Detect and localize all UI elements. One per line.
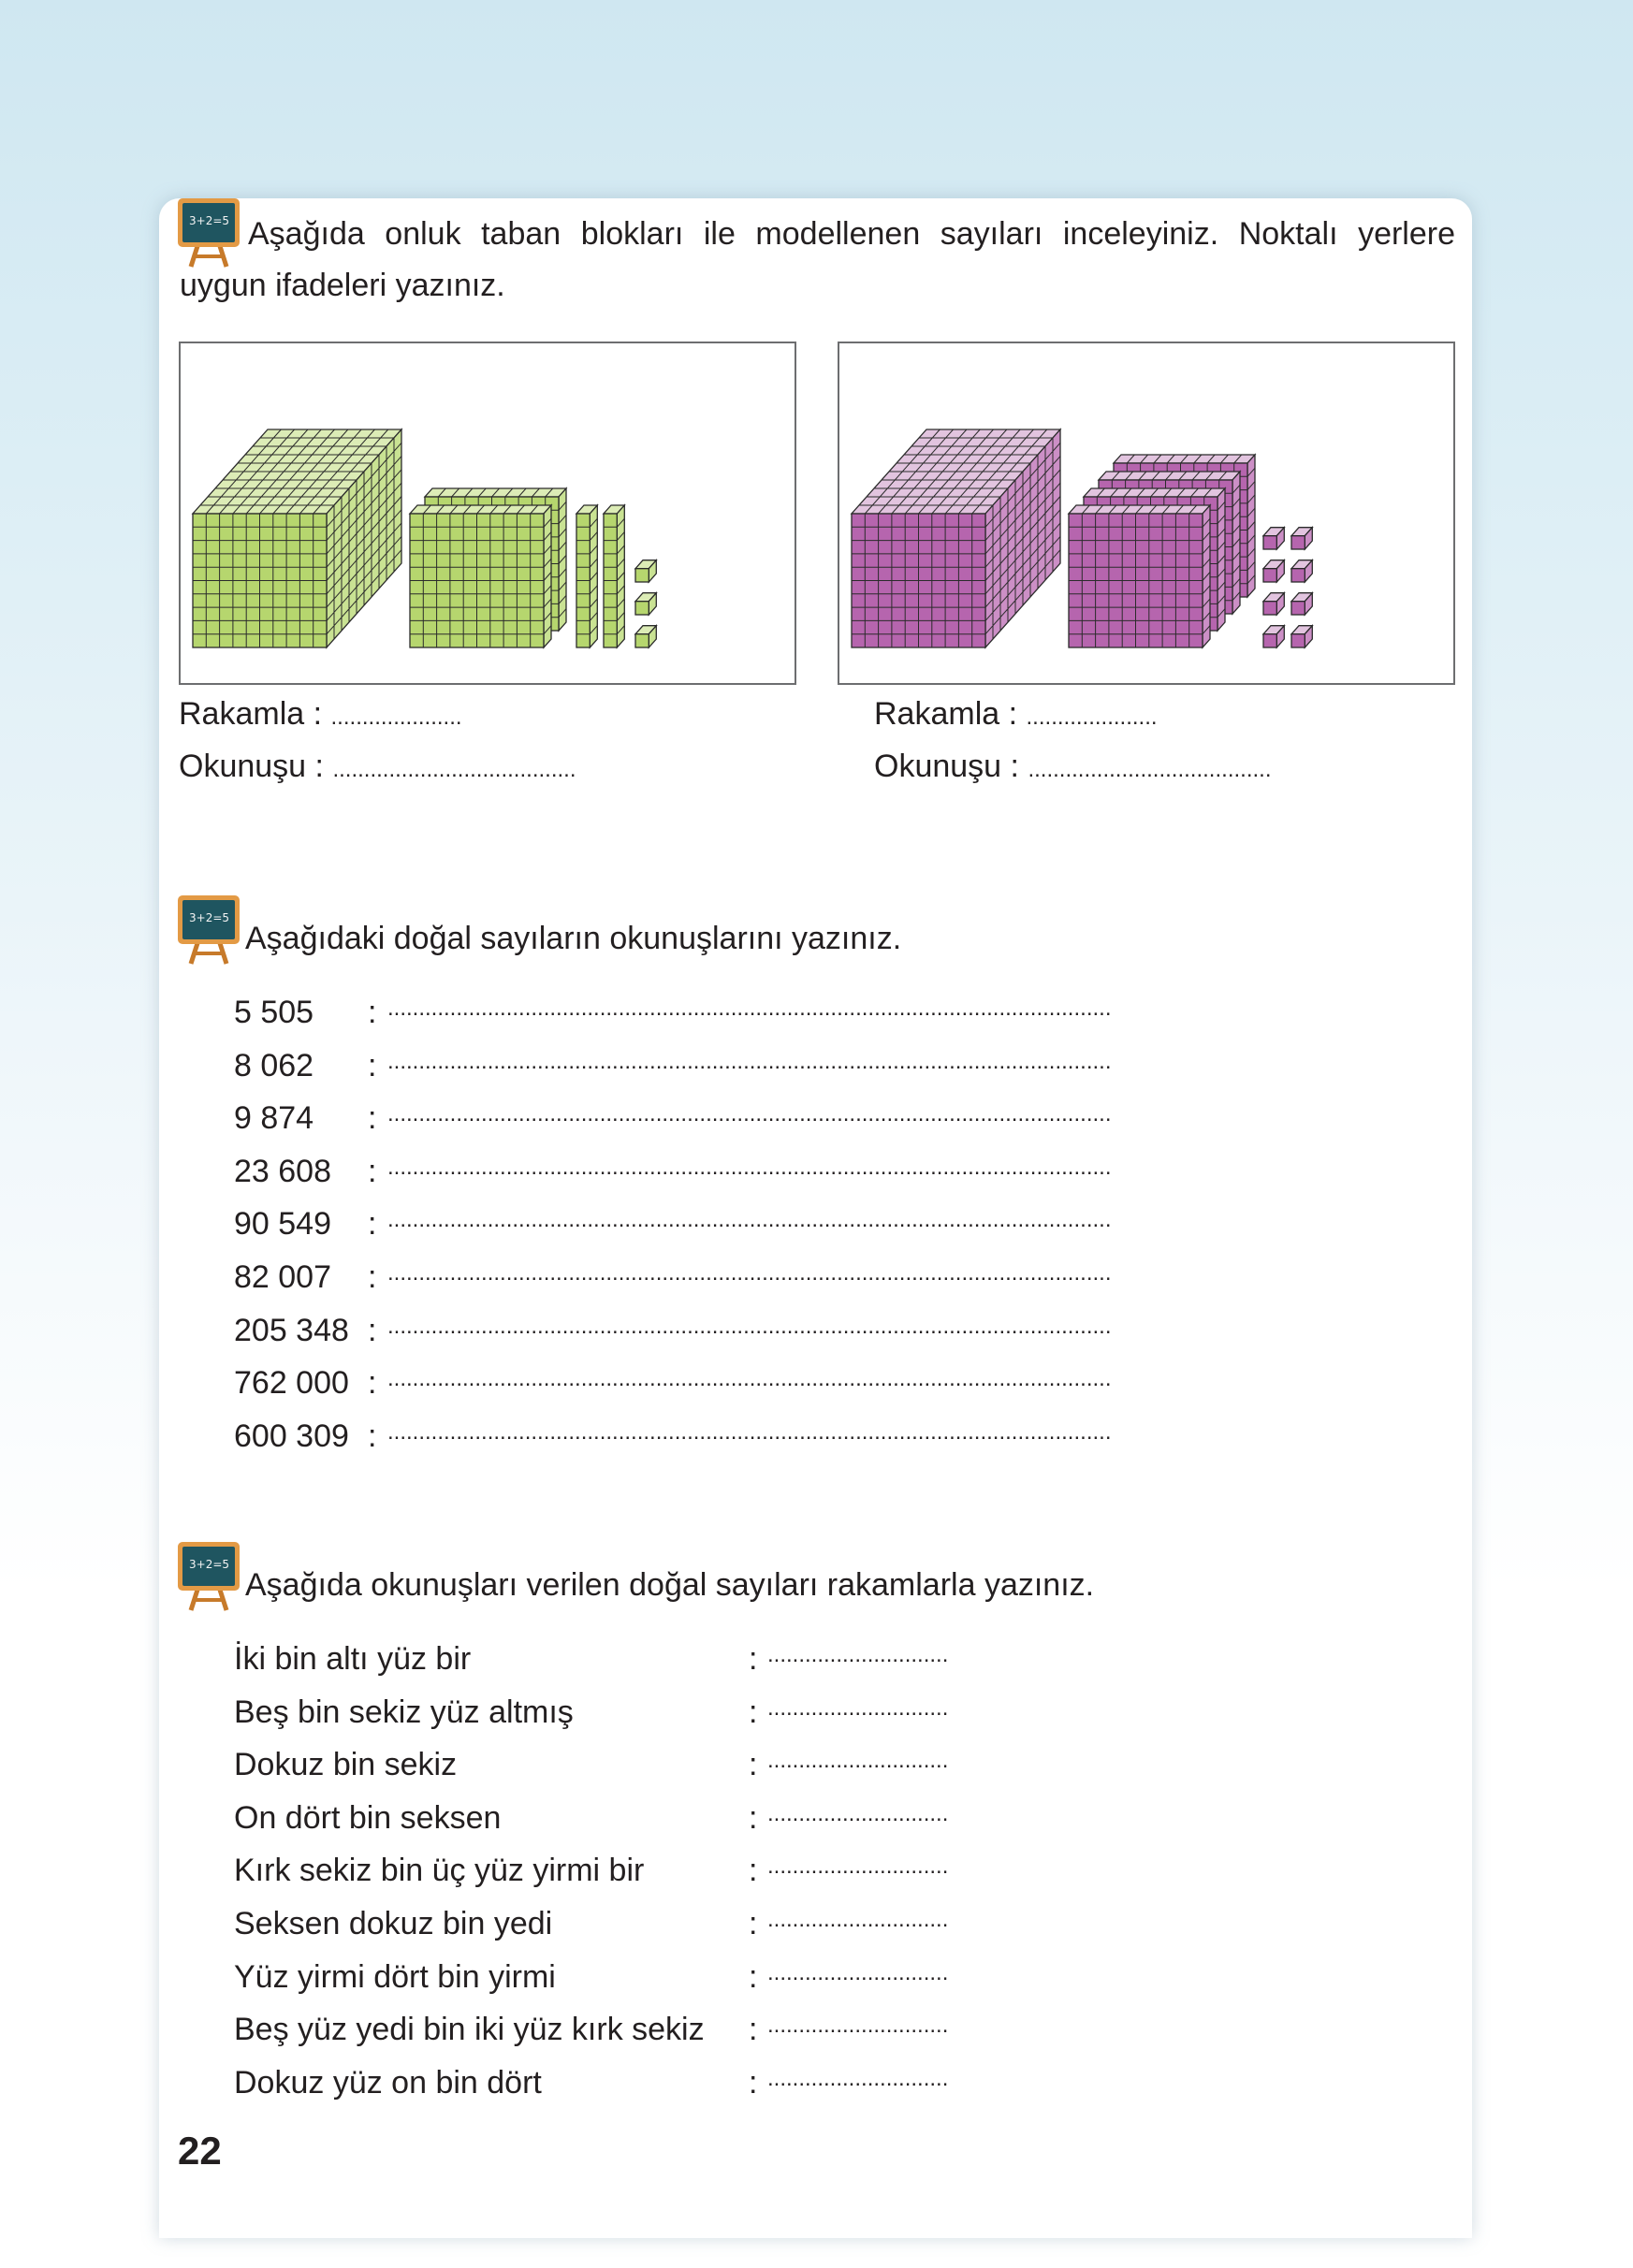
unit-cube (1291, 528, 1312, 549)
model1-digits-row (179, 695, 462, 736)
hundred-flat (410, 505, 551, 647)
reading-answer-blank[interactable]: .................................................................................................................... (387, 1418, 1112, 1445)
number-row-separator: : (368, 1259, 377, 1295)
number-value: 205 348 (234, 1312, 349, 1348)
number-value: 82 007 (234, 1259, 331, 1295)
unit-cube (1263, 593, 1284, 615)
digits-answer-blank[interactable]: ............................. (767, 1642, 949, 1667)
number-row-separator: : (368, 1206, 377, 1243)
reading-text: Dokuz yüz on bin dört (234, 2064, 542, 2101)
number-row-separator: : (368, 1365, 377, 1402)
digits-answer-blank[interactable]: ............................. (767, 1694, 949, 1721)
number-row (234, 1099, 313, 1137)
number-value: 23 608 (234, 1153, 331, 1189)
number-row-separator: : (368, 1153, 377, 1189)
number-row (234, 1364, 349, 1402)
reading-label: Okunuşu : (874, 749, 1019, 784)
reading-row-separator: : (749, 2012, 758, 2048)
block-front-face (1291, 602, 1305, 615)
digits-answer-blank[interactable]: ............................. (767, 1854, 949, 1880)
section1-instruction: Aşağıda onluk taban blokları ile modellenen sayıları inceleyiniz. Noktalı yerlere (248, 216, 1455, 252)
number-value: 8 062 (234, 1047, 314, 1083)
reading-row-separator: : (749, 2064, 758, 2101)
chalkboard-icon (176, 196, 241, 268)
model2-reading-row (874, 748, 1272, 789)
reading-text: Kırk sekiz bin üç yüz yirmi bir (234, 1853, 645, 1889)
reading-text: Beş bin sekiz yüz altmış (234, 1694, 574, 1730)
number-row-separator: : (368, 1312, 377, 1348)
number-row-separator: : (368, 1047, 377, 1083)
base-ten-model-1 (179, 342, 796, 685)
reading-answer-blank[interactable]: ....................................... (1028, 757, 1272, 782)
number-row (234, 1205, 331, 1243)
reading-answer-blank[interactable]: .................................................................................................................... (387, 1313, 1112, 1339)
number-row-separator: : (368, 995, 377, 1030)
number-row (234, 1418, 349, 1455)
unit-cube (1291, 560, 1312, 582)
unit-cube (1263, 626, 1284, 647)
digits-answer-blank[interactable]: ............................. (767, 2065, 949, 2091)
digits-answer-blank[interactable]: ............................. (767, 1748, 949, 1774)
number-row (234, 1153, 331, 1190)
reading-text: Yüz yirmi dört bin yirmi (234, 1958, 556, 1995)
ten-rod (576, 505, 597, 647)
unit-cube (1291, 626, 1312, 647)
reading-row-separator: : (749, 1906, 758, 1941)
section1-instruction-cont: uygun ifadeleri yazınız. (180, 268, 505, 303)
block-front-face (635, 602, 649, 615)
ten-rod (604, 505, 624, 647)
reading-row-separator: : (749, 1747, 758, 1783)
block-front-face (1291, 536, 1305, 549)
reading-answer-blank[interactable]: .................................................................................................................... (387, 1366, 1112, 1392)
number-value: 600 309 (234, 1418, 349, 1454)
reading-answer-blank[interactable]: .................................................................................................................... (387, 1154, 1112, 1180)
block-front-face (635, 634, 649, 647)
reading-row-separator: : (749, 1641, 758, 1677)
thousand-cube (193, 429, 401, 647)
reading-answer-blank[interactable]: ....................................... (332, 757, 576, 782)
digits-answer-blank[interactable]: ............................. (767, 2013, 949, 2039)
reading-text: İki bin altı yüz bir (234, 1641, 472, 1677)
reading-text: Dokuz bin sekiz (234, 1747, 458, 1783)
unit-cube (635, 560, 656, 582)
block-front-face (1291, 569, 1305, 582)
block-front-face (1263, 602, 1276, 615)
base-ten-model-2 (838, 342, 1455, 685)
reading-row-separator: : (749, 1958, 758, 1995)
reading-answer-blank[interactable]: .................................................................................................................... (387, 1260, 1112, 1286)
number-value: 9 874 (234, 1100, 314, 1137)
digits-answer-blank[interactable]: ............................. (767, 1800, 949, 1826)
block-front-face (1291, 634, 1305, 647)
section3-instruction: Aşağıda okunuşları verilen doğal sayıları rakamlarla yazınız. (245, 1567, 1095, 1603)
reading-row-separator: : (749, 1799, 758, 1836)
chalkboard-icon (176, 894, 241, 965)
model1-reading-row (179, 748, 576, 789)
block-front-face (1263, 536, 1276, 549)
chalkboard-icon (176, 1540, 241, 1611)
unit-cube (1291, 593, 1312, 615)
number-row-separator: : (368, 1100, 377, 1137)
block-front-face (1263, 569, 1276, 582)
digits-label: Rakamla : (874, 696, 1018, 732)
chalkboard-text: 3+2=5 (189, 911, 230, 924)
unit-cube (1263, 528, 1284, 549)
hundred-flat (1069, 505, 1210, 647)
digits-answer-blank[interactable]: ............................. (767, 1959, 949, 1985)
chalkboard-text: 3+2=5 (189, 214, 230, 227)
number-value: 5 505 (234, 995, 314, 1030)
chalkboard-text: 3+2=5 (189, 1558, 230, 1571)
reading-text: Seksen dokuz bin yedi (234, 1906, 553, 1941)
number-row (234, 1258, 331, 1296)
page-number: 22 (178, 2129, 222, 2173)
number-value: 90 549 (234, 1206, 331, 1243)
number-row (234, 994, 313, 1031)
unit-cube (1263, 560, 1284, 582)
number-row (234, 1312, 349, 1349)
digits-label: Rakamla : (179, 696, 323, 732)
block-front-face (1263, 634, 1276, 647)
reading-answer-blank[interactable]: .................................................................................................................... (387, 1207, 1112, 1233)
model2-digits-row (874, 695, 1158, 736)
reading-answer-blank[interactable]: .................................................................................................................... (387, 1101, 1112, 1127)
reading-row-separator: : (749, 1853, 758, 1889)
number-row-separator: : (368, 1418, 377, 1454)
number-row (234, 1047, 313, 1084)
thousand-cube (852, 429, 1060, 647)
reading-label: Okunuşu : (179, 749, 324, 784)
digits-answer-blank[interactable]: ............................. (767, 1907, 949, 1932)
block-front-face (635, 569, 649, 582)
base-ten-blocks-purple (839, 343, 1453, 683)
unit-cube (635, 593, 656, 615)
reading-text: On dört bin seksen (234, 1799, 502, 1836)
number-value: 762 000 (234, 1365, 349, 1402)
digits-answer-blank[interactable]: ..................... (1026, 705, 1158, 730)
reading-answer-blank[interactable]: .................................................................................................................... (387, 996, 1112, 1021)
reading-text: Beş yüz yedi bin iki yüz kırk sekiz (234, 2012, 705, 2048)
base-ten-blocks-green (181, 343, 795, 683)
reading-row-separator: : (749, 1694, 758, 1730)
reading-answer-blank[interactable]: .................................................................................................................... (387, 1048, 1112, 1074)
section2-instruction: Aşağıdaki doğal sayıların okunuşlarını yazınız. (245, 921, 902, 956)
digits-answer-blank[interactable]: ..................... (330, 705, 462, 730)
unit-cube (635, 626, 656, 647)
